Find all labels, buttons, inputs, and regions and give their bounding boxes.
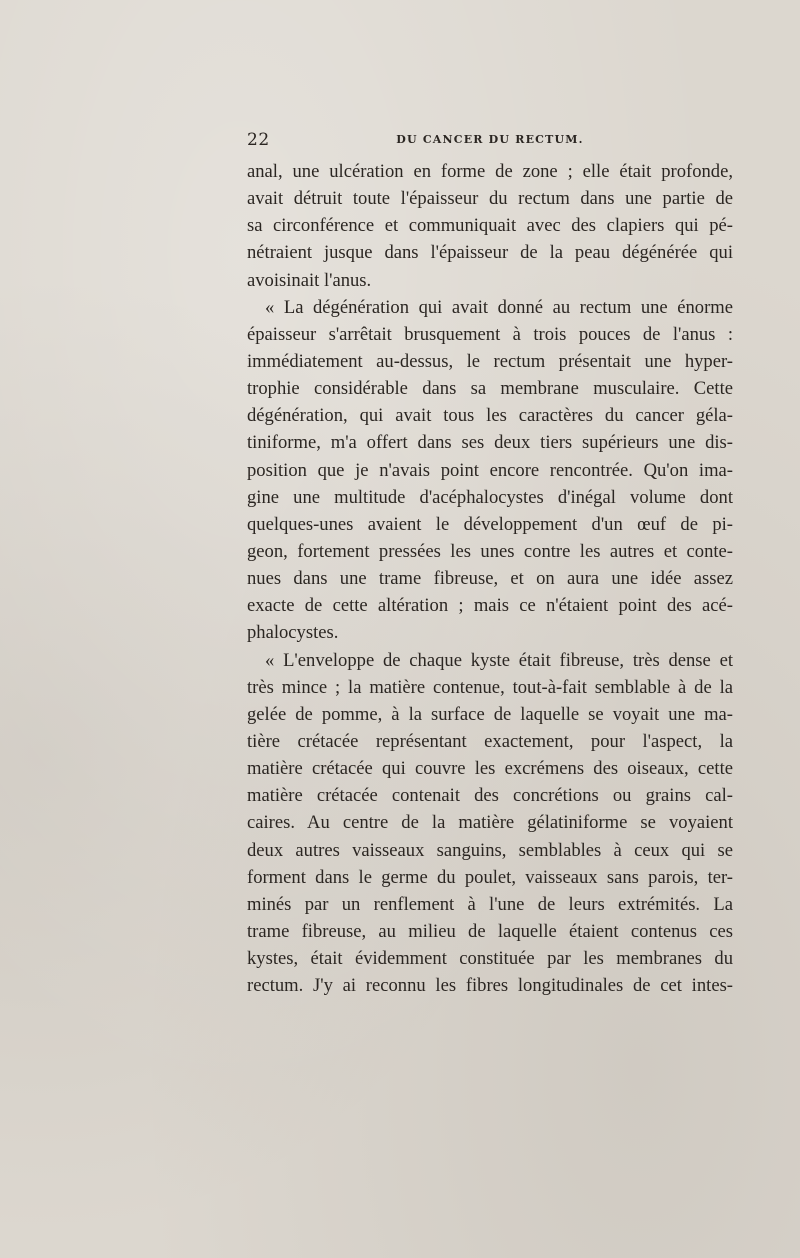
text-line: quelques-unes avaient le développement d'un œuf de pi- — [247, 513, 733, 535]
text-line: « La dégénération qui avait donné au rectum une énorme — [265, 296, 733, 318]
text-line: nues dans une trame fibreuse, et on aura une idée assez — [247, 568, 733, 590]
running-title: DU CANCER DU RECTUM. — [396, 133, 584, 146]
text-line: « L'enveloppe de chaque kyste était fibreuse, très dense et — [265, 649, 733, 671]
text-line: caires. Au centre de la matière gélatiniforme se voyaient — [247, 812, 733, 834]
body-text — [247, 158, 733, 999]
page-number: 22 — [247, 130, 270, 150]
text-line: rectum. J'y ai reconnu les fibres longitudinales de cet intes- — [247, 975, 733, 997]
running-head — [247, 130, 733, 154]
text-line: gelée de pomme, à la surface de laquelle se voyait une ma- — [247, 703, 733, 725]
text-line: exacte de cette altération ; mais ce n'étaient point des acé- — [247, 595, 733, 617]
text-line: avoisinait l'anus. — [247, 269, 372, 291]
text-line: anal, une ulcération en forme de zone ; elle était profonde, — [247, 161, 733, 182]
text-line: très mince ; la matière contenue, tout-à-fait semblable à de la — [247, 676, 733, 698]
text-line: minés par un renflement à l'une de leurs extrémités. La — [247, 893, 733, 915]
text-line: nétraient jusque dans l'épaisseur de la peau dégénérée qui — [247, 242, 733, 264]
text-line: geon, fortement pressées les unes contre les autres et conte- — [247, 540, 733, 562]
text-line: épaisseur s'arrêtait brusquement à trois pouces de l'anus : — [247, 323, 733, 345]
text-line: avait détruit toute l'épaisseur du rectum dans une partie de — [247, 188, 733, 210]
text-line: matière crétacée qui couvre les excrémens des oiseaux, cette — [247, 758, 733, 780]
text-line: tière crétacée représentant exactement, pour l'aspect, la — [247, 730, 733, 752]
text-line: position que je n'avais point encore rencontrée. Qu'on ima- — [247, 459, 733, 481]
text-line: matière crétacée contenait des concrétions ou grains cal- — [247, 785, 733, 807]
text-line: kystes, était évidemment constituée par les membranes du — [247, 948, 733, 970]
text-line: tiniforme, m'a offert dans ses deux tiers supérieurs une dis- — [247, 432, 733, 454]
text-line: trophie considérable dans sa membrane musculaire. Cette — [247, 378, 733, 400]
text-line: sa circonférence et communiquait avec des clapiers qui pé- — [247, 215, 733, 237]
text-line: immédiatement au-dessus, le rectum présentait une hyper- — [247, 350, 733, 372]
text-line: deux autres vaisseaux sanguins, semblables à ceux qui se — [247, 839, 733, 861]
text-line: forment dans le germe du poulet, vaisseaux sans parois, ter- — [247, 866, 733, 888]
text-line: dégénération, qui avait tous les caractères du cancer géla- — [247, 405, 733, 427]
text-line: trame fibreuse, au milieu de laquelle étaient contenus ces — [247, 920, 733, 942]
text-line: phalocystes. — [247, 622, 339, 644]
text-line: gine une multitude d'acéphalocystes d'inégal volume dont — [247, 486, 733, 508]
